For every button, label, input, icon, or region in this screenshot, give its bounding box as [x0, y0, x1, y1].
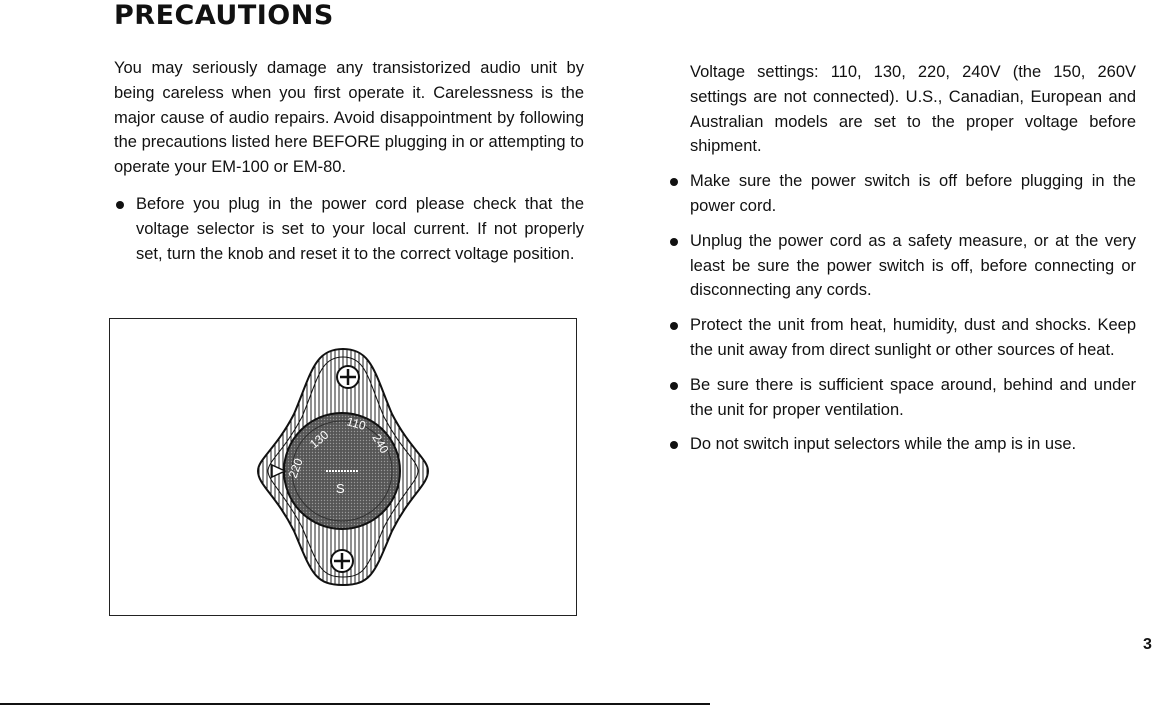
bullet-text: Before you plug in the power cord please check that the voltage selector is set to your local current. If not properly set, turn the knob and reset it to the correct voltage position.: [136, 194, 584, 263]
left-bullet-list: [114, 192, 584, 266]
bullet-icon: [670, 238, 678, 246]
bullet-text: Protect the unit from heat, humidity, dust and shocks. Keep the unit away from direct sunlight or other sources of heat.: [690, 316, 1136, 359]
list-item: [668, 313, 1136, 363]
screw-icon: [331, 550, 353, 572]
list-item: [114, 192, 584, 266]
bullet-icon: [670, 382, 678, 390]
bullet-icon: [670, 441, 678, 449]
right-column: [668, 60, 1136, 457]
right-bullet-list: [668, 169, 1136, 457]
bottom-rule: [0, 703, 710, 705]
dial-label: 110: [345, 414, 368, 433]
dial-label: 220: [285, 456, 306, 481]
voltage-settings-text: Voltage settings: 110, 130, 220, 240V (the 150, 260V settings are not connected). U.S., Canadian, European and Australian models are set to the proper voltage before shipment.: [690, 63, 1136, 156]
dial-label: 240: [369, 431, 392, 456]
dial-label: 130: [306, 427, 332, 452]
bullet-text: Unplug the power cord as a safety measure, or at the very least be sure the power switch is off, before connecting or disconnecting any cords.: [690, 231, 1136, 300]
page-title: PRECAUTIONS: [114, 0, 334, 31]
bullet-text: Do not switch input selectors while the amp is in use.: [690, 435, 1077, 454]
left-column: [114, 56, 584, 266]
intro-paragraph: You may seriously damage any transistorized audio unit by being careless when you first operate it. Carelessness is the major cause of audio repairs. Avoid disappointment by following the precautions listed here BEFORE plugging in or attempting to operate your EM-100 or EM-80.: [114, 59, 584, 177]
voltage-selector-figure: [109, 318, 577, 616]
bullet-text: Make sure the power switch is off before plugging in the power cord.: [690, 172, 1136, 215]
voltage-selector-illustration: [110, 319, 578, 617]
dial-marker: S: [336, 481, 345, 496]
bullet-icon: [670, 322, 678, 330]
page-number: 3: [1143, 636, 1152, 653]
list-item: [668, 169, 1136, 219]
list-item: [668, 229, 1136, 303]
bullet-icon: [116, 201, 124, 209]
bullet-text: Be sure there is sufficient space around, behind and under the unit for proper ventilation.: [690, 375, 1136, 419]
bullet-icon: [670, 178, 678, 186]
list-item: [668, 432, 1136, 457]
screw-icon: [337, 366, 359, 388]
list-item: [668, 373, 1136, 423]
